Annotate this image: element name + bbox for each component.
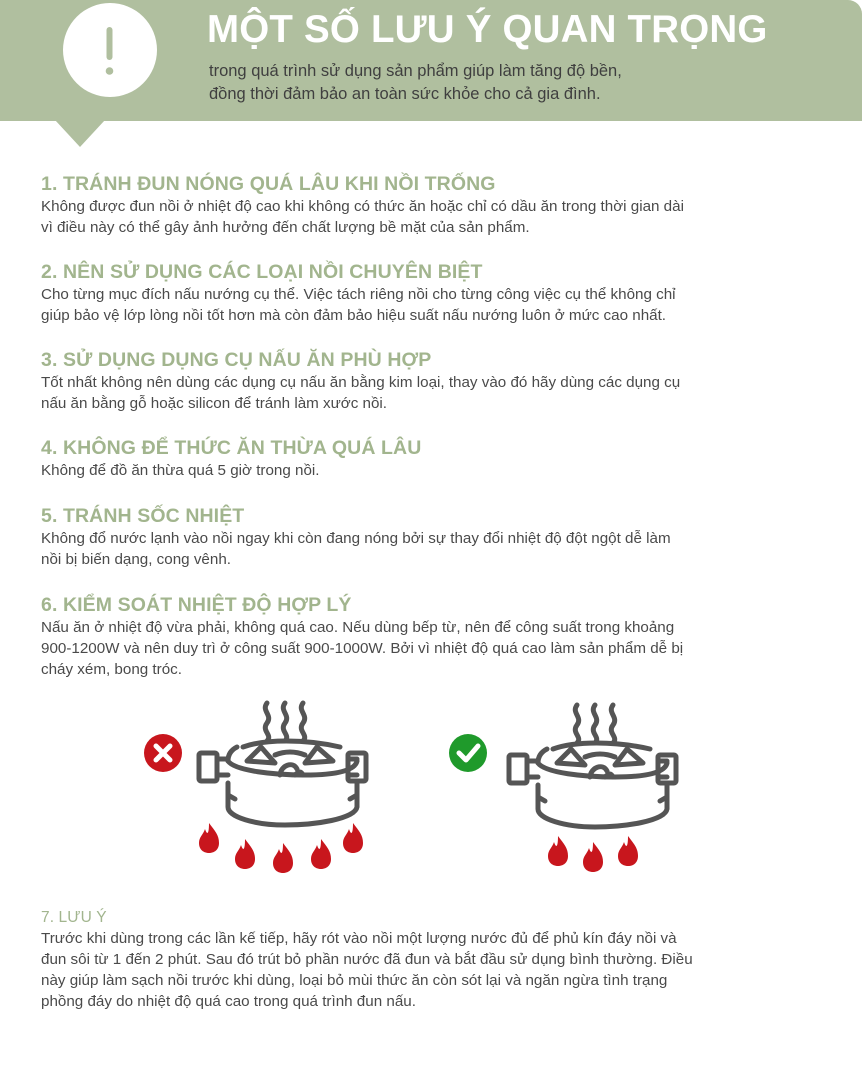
body-line: Tốt nhất không nên dùng các dụng cụ nấu ăn bằng kim loại, thay vào đó hãy dùng các dụng cụ	[41, 374, 681, 391]
banner-pointer	[55, 120, 105, 147]
section-heading: 7. LƯU Ý	[41, 909, 107, 926]
flame-icon	[199, 823, 219, 853]
steam-icon	[575, 705, 578, 743]
section-body	[41, 372, 831, 414]
section-heading: 5. TRÁNH SỐC NHIỆT	[41, 505, 245, 527]
body-line: Trước khi dùng trong các lần kế tiếp, hãy rót vào nồi một lượng nước đủ để phủ kín đáy nồi và	[41, 930, 677, 947]
body-line: Nấu ăn ở nhiệt độ vừa phải, không quá cao. Nếu dùng bếp từ, nên để công suất trong khoảng	[41, 619, 675, 636]
section-body	[41, 284, 831, 326]
section-2	[41, 260, 831, 326]
section-body	[41, 617, 831, 680]
section-1	[41, 172, 831, 238]
exclamation-circle-icon	[63, 3, 157, 97]
body-line: 900-1200W và nên duy trì ở công suất 900-1000W. Bởi vì nhiệt độ quá cao làm sản phẩm dễ bị	[41, 640, 684, 657]
body-line: Không đổ nước lạnh vào nồi ngay khi còn đang nóng bởi sự thay đổi nhiệt độ đột ngột dễ làm	[41, 530, 671, 547]
section-body	[41, 460, 831, 481]
body-line: vì điều này có thể gây ảnh hưởng đến chất lượng bề mặt của sản phẩm.	[41, 219, 530, 236]
section-7	[41, 908, 831, 1012]
body-line: nồi bị biến dạng, cong vênh.	[41, 551, 231, 568]
section-6	[41, 593, 831, 680]
body-line: đun sôi từ 1 đến 2 phút. Sau đó trút bỏ phần nước đã đun và bắt đầu sử dụng bình thường. Điều	[41, 951, 693, 968]
section-3	[41, 348, 831, 414]
page-title: MỘT SỐ LƯU Ý QUAN TRỌNG	[207, 8, 768, 51]
body-line: phồng đáy do nhiệt độ quá cao trong quá trình đun nấu.	[41, 993, 416, 1010]
x-circle-icon	[143, 733, 183, 778]
section-heading: 3. SỬ DỤNG DỤNG CỤ NẤU ĂN PHÙ HỢP	[41, 349, 432, 371]
section-heading: 1. TRÁNH ĐUN NÓNG QUÁ LÂU KHI NỒI TRỐNG	[41, 173, 496, 195]
steam-icon	[265, 703, 268, 741]
check-circle-icon	[448, 733, 488, 778]
body-line: Không để đồ ăn thừa quá 5 giờ trong nồi.	[41, 462, 320, 479]
body-line: cháy xém, bong tróc.	[41, 661, 182, 678]
section-body	[41, 528, 831, 570]
subtitle-line: trong quá trình sử dụng sản phẩm giúp làm tăng độ bền,	[209, 62, 622, 80]
body-line: giúp bảo vệ lớp lòng nồi tốt hơn mà còn đảm bảo hiệu suất nấu nướng luôn ở mức cao nhất.	[41, 307, 667, 324]
body-line: Không được đun nồi ở nhiệt độ cao khi không có thức ăn hoặc chỉ có dầu ăn trong thời gian dài	[41, 198, 684, 215]
subtitle-line: đồng thời đảm bảo an toàn sức khỏe cho cả gia đình.	[209, 85, 601, 103]
section-heading: 4. KHÔNG ĐỂ THỨC ĂN THỪA QUÁ LÂU	[41, 437, 422, 459]
section-5	[41, 504, 831, 570]
flames-five	[195, 815, 375, 880]
flame-icon	[548, 836, 568, 866]
section-body	[41, 196, 831, 238]
body-line: này giúp làm sạch nồi trước khi dùng, loại bỏ mùi thức ăn còn sót lại và ngăn ngừa tình trạng	[41, 972, 668, 989]
flames-three	[540, 830, 650, 885]
body-line: nấu ăn bằng gỗ hoặc silicon để tránh làm xước nồi.	[41, 395, 388, 412]
section-heading: 6. KIỂM SOÁT NHIỆT ĐỘ HỢP LÝ	[41, 594, 352, 616]
section-heading: 2. NÊN SỬ DỤNG CÁC LOẠI NỒI CHUYÊN BIỆT	[41, 261, 483, 283]
page-subtitle	[209, 60, 829, 106]
body-line: Cho từng mục đích nấu nướng cụ thể. Việc tách riêng nồi cho từng công việc cụ thể không chỉ	[41, 286, 676, 303]
section-body	[41, 928, 831, 1012]
section-4	[41, 436, 831, 481]
